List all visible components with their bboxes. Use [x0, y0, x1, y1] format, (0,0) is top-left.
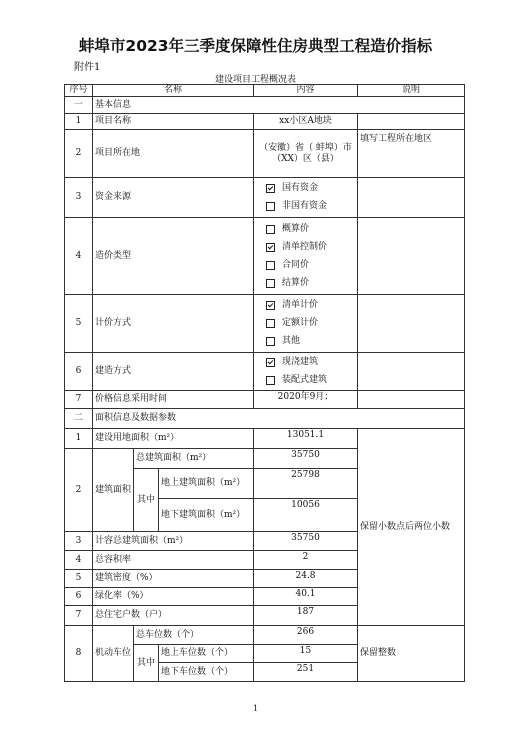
table-row [65, 391, 465, 409]
checkbox-icon [266, 376, 275, 385]
section-no: 一 [65, 97, 93, 114]
row-value: 40.1 [254, 588, 358, 606]
row-note: 填写工程所在地区 [358, 130, 465, 178]
option-item [256, 198, 355, 216]
row-no: 3 [65, 178, 93, 218]
sub-label: 总车位数（个） [134, 626, 254, 645]
option-item [256, 180, 355, 198]
checkbox-icon [266, 279, 275, 288]
option-item [256, 238, 355, 256]
row-value: 35750 [254, 532, 358, 551]
row-value: 35750 [254, 449, 358, 469]
table-row [65, 218, 465, 295]
checkbox-icon [266, 202, 275, 211]
row-no: 6 [65, 588, 93, 606]
checkbox-icon [266, 261, 275, 270]
sub-label: 地下建筑面积（m²） [159, 499, 254, 532]
row-note [358, 218, 465, 295]
checkbox-icon [266, 184, 275, 193]
section-row [65, 409, 465, 429]
option-label: 定额计价 [282, 318, 319, 329]
option-label: 装配式建筑 [282, 375, 328, 386]
row-name: 建设用地面积（m²） [93, 429, 254, 449]
table-row [65, 429, 465, 449]
table-title: 建设项目工程概况表 [214, 75, 296, 85]
header-content: 内容 [254, 85, 358, 97]
checkbox-icon [266, 301, 275, 310]
section-name: 基本信息 [93, 97, 465, 114]
row-note [358, 178, 465, 218]
row-value: 266 [254, 626, 358, 645]
row-no: 6 [65, 353, 93, 391]
table-row [65, 353, 465, 391]
section-no: 二 [65, 409, 93, 429]
group-label: 建筑面积 [93, 449, 134, 532]
option-label: 国有资金 [282, 183, 319, 194]
option-item [256, 354, 355, 372]
option-label: 清单控制价 [282, 241, 328, 252]
section-name: 面积信息及数据参数 [93, 409, 465, 429]
row-value: 25798 [254, 469, 358, 499]
row-name: 项目所在地 [93, 130, 254, 178]
row-value: 15 [254, 645, 358, 663]
table-row [65, 295, 465, 353]
area-note: 保留小数点后两位小数 [358, 429, 465, 626]
row-name: 总住宅户数（户） [93, 606, 254, 626]
options-cell [254, 295, 358, 353]
row-no: 2 [65, 130, 93, 178]
header-name: 名称 [93, 85, 254, 97]
row-no: 4 [65, 218, 93, 295]
row-no: 3 [65, 532, 93, 551]
row-note [358, 353, 465, 391]
option-item [256, 297, 355, 315]
checkbox-icon [266, 225, 275, 234]
option-label: 清单计价 [282, 300, 319, 311]
row-name: 建筑密度（%） [93, 570, 254, 588]
row-name: 总容积率 [93, 551, 254, 570]
sub-label: 地上建筑面积（m²） [159, 469, 254, 499]
row-no: 4 [65, 551, 93, 570]
row-no: 7 [65, 391, 93, 409]
row-no: 7 [65, 606, 93, 626]
document-title: 蚌埠市2023年三季度保障性住房典型工程造价指标 [78, 37, 433, 55]
option-label: 合同价 [282, 259, 310, 270]
row-note [358, 295, 465, 353]
checkbox-icon [266, 243, 275, 252]
checkbox-icon [266, 358, 275, 367]
row-no: 2 [65, 449, 93, 532]
row-value: 251 [254, 663, 358, 682]
row-name: 资金来源 [93, 178, 254, 218]
row-name: 计容总建筑面积（m²） [93, 532, 254, 551]
row-note [358, 114, 465, 130]
option-label: 结算价 [282, 277, 310, 288]
row-no: 5 [65, 295, 93, 353]
row-value: 24.8 [254, 570, 358, 588]
sub-group-label: 其中 [134, 645, 159, 682]
row-content: （安徽）省（ 蚌埠）市（XX）区（县） [254, 130, 358, 178]
row-name: 价格信息采用时间 [93, 391, 254, 409]
row-note [358, 391, 465, 409]
checkbox-icon [266, 337, 275, 346]
option-label: 现浇建筑 [282, 357, 319, 368]
header-no: 序号 [65, 85, 93, 97]
option-item [256, 274, 355, 292]
row-value: 2 [254, 551, 358, 570]
page-number: 1 [252, 704, 259, 713]
row-content: 2020年9月； [254, 391, 358, 409]
sub-group-label: 其中 [134, 469, 159, 532]
row-no: 1 [65, 429, 93, 449]
row-content: xx小区A地块 [254, 114, 358, 130]
option-label: 概算价 [282, 223, 310, 234]
table-row [65, 114, 465, 130]
option-label: 其他 [282, 336, 301, 347]
options-cell [254, 178, 358, 218]
header-note: 说明 [358, 85, 465, 97]
attachment-label: 附件1 [74, 62, 101, 73]
row-value: 13051.1 [254, 429, 358, 449]
option-item [256, 256, 355, 274]
sub-label: 地上车位数（个） [159, 645, 254, 663]
parking-note: 保留整数 [358, 626, 465, 682]
option-label: 非国有资金 [282, 201, 328, 212]
row-name: 建造方式 [93, 353, 254, 391]
project-overview-table [64, 84, 465, 682]
group-label: 机动车位 [93, 626, 134, 682]
options-cell [254, 353, 358, 391]
option-item [256, 220, 355, 238]
row-no: 1 [65, 114, 93, 130]
row-value: 10056 [254, 499, 358, 532]
section-row [65, 97, 465, 114]
row-name: 绿化率（%） [93, 588, 254, 606]
table-row [65, 130, 465, 178]
checkbox-icon [266, 319, 275, 328]
row-name: 计价方式 [93, 295, 254, 353]
header-row [65, 85, 465, 97]
sub-label: 总建筑面积（m²） [134, 449, 254, 469]
row-name: 项目名称 [93, 114, 254, 130]
options-cell [254, 218, 358, 295]
option-item [256, 315, 355, 333]
sub-label: 地下车位数（个） [159, 663, 254, 682]
row-no: 8 [65, 626, 93, 682]
option-item [256, 372, 355, 390]
row-value: 187 [254, 606, 358, 626]
table-row [65, 178, 465, 218]
option-item [256, 333, 355, 351]
row-no: 5 [65, 570, 93, 588]
table-row [65, 626, 465, 645]
row-name: 造价类型 [93, 218, 254, 295]
